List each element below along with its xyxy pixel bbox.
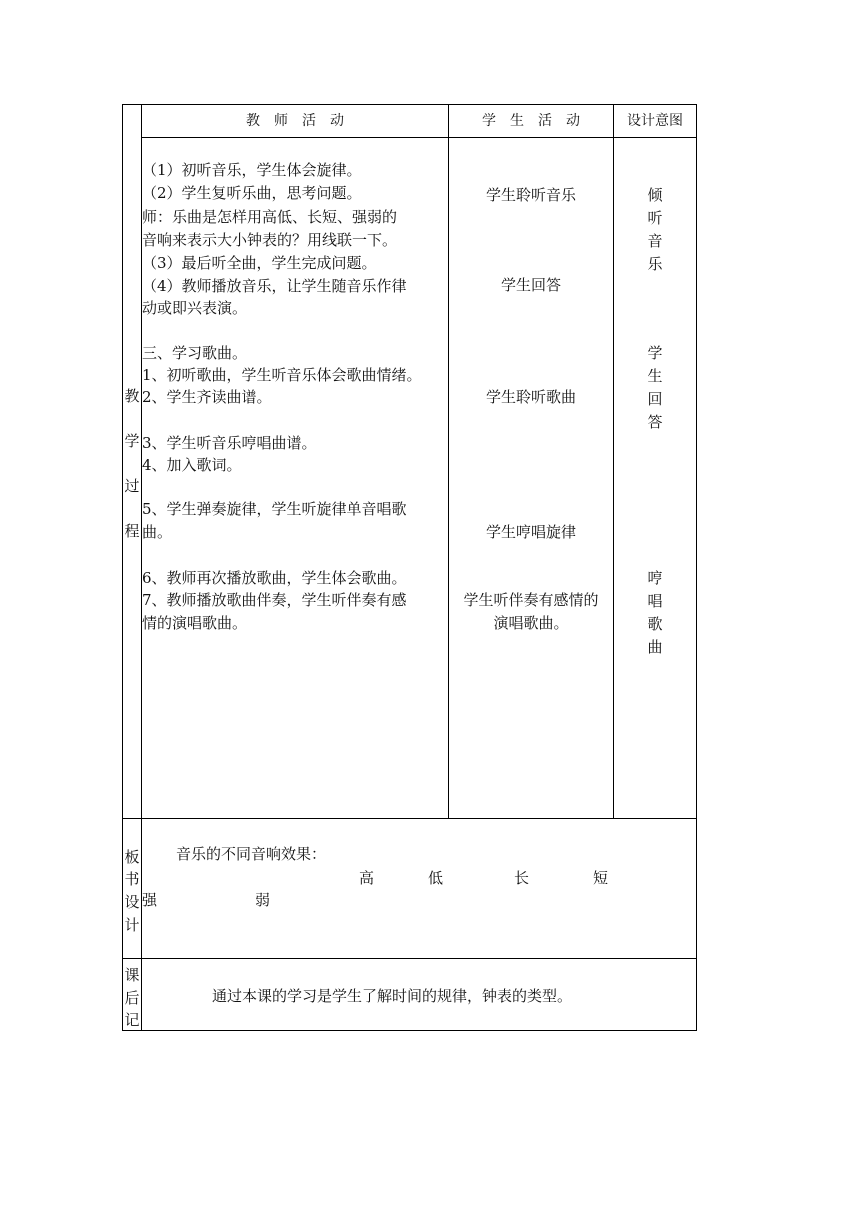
process-bottom-border [122, 818, 697, 819]
board-word-low: 低 [428, 869, 444, 887]
design-intent-char: 乐 [647, 255, 663, 273]
section-label-char: 过 [124, 477, 140, 495]
section-label-char: 教 [124, 387, 140, 405]
design-intent-char: 哼 [647, 569, 663, 587]
table-top-border [122, 104, 697, 105]
teacher-line: 4、加入歌词。 [142, 456, 242, 474]
teacher-line: 7、教师播放歌曲伴奏，学生听伴奏有感 [142, 591, 407, 609]
board-word-long: 长 [514, 869, 530, 887]
student-line: 学生哼唱旋律 [485, 523, 576, 541]
table-bottom-border [122, 1030, 697, 1031]
board-label-char: 设 [124, 893, 140, 911]
section-label-char: 学 [124, 432, 140, 450]
design-intent-char: 生 [647, 367, 663, 385]
design-intent-char: 回 [647, 390, 663, 408]
student-line: 演唱歌曲。 [493, 614, 569, 632]
student-line: 学生回答 [500, 276, 561, 294]
design-intent-char: 答 [647, 413, 663, 431]
board-word-weak: 弱 [255, 891, 271, 909]
design-intent-char: 唱 [647, 592, 663, 610]
design-intent-char: 曲 [647, 638, 663, 656]
design-intent-char: 音 [647, 232, 663, 250]
teacher-line: 曲。 [142, 523, 173, 541]
teacher-line: 三、学习歌曲。 [142, 344, 248, 362]
after-class-text: 通过本课的学习是学生了解时间的规律，钟表的类型。 [212, 987, 573, 1005]
board-word-short: 短 [593, 869, 609, 887]
teacher-column-border [448, 104, 449, 819]
teacher-line: 1、初听歌曲，学生听音乐体会歌曲情绪。 [142, 366, 422, 384]
after-class-label-char: 记 [124, 1011, 140, 1029]
design-intent-char: 歌 [647, 615, 663, 633]
section-label-char: 程 [124, 522, 140, 540]
teacher-line: 情的演唱歌曲。 [142, 614, 248, 632]
teacher-line: 6、教师再次播放歌曲，学生体会歌曲。 [142, 569, 407, 587]
teacher-line: （1）初听音乐，学生体会旋律。 [142, 161, 362, 179]
student-line: 学生聆听音乐 [485, 186, 576, 204]
design-intent-char: 听 [647, 209, 663, 227]
design-intent-char: 学 [647, 344, 663, 362]
teacher-line: 音响来表示大小钟表的？用线联一下。 [142, 231, 398, 249]
teacher-line: （3）最后听全曲，学生完成问题。 [142, 254, 377, 272]
board-word-high: 高 [359, 869, 375, 887]
header-teacher-activity: 教 师 活 动 [246, 113, 344, 129]
board-bottom-border [122, 958, 697, 959]
board-label-char: 板 [124, 848, 140, 866]
teacher-line: 5、学生弹奏旋律，学生听旋律单音唱歌 [142, 500, 407, 518]
teacher-line: 2、学生齐读曲谱。 [142, 388, 272, 406]
teacher-line: 师：乐曲是怎样用高低、长短、强弱的 [142, 208, 398, 226]
board-word-strong: 强 [142, 891, 158, 909]
student-line: 学生聆听歌曲 [485, 388, 576, 406]
table-right-border [696, 104, 697, 1031]
teacher-line: （2）学生复听乐曲，思考问题。 [142, 184, 362, 202]
header-design-intent: 设计意图 [627, 113, 683, 129]
board-label-char: 计 [124, 916, 140, 934]
after-class-label-char: 后 [124, 989, 140, 1007]
header-student-activity: 学 生 活 动 [482, 113, 580, 129]
teacher-line: 动或即兴表演。 [142, 299, 248, 317]
teacher-line: （4）教师播放音乐，让学生随音乐作律 [142, 277, 407, 295]
board-title: 音乐的不同音响效果： [176, 845, 327, 863]
after-class-label-char: 课 [124, 966, 140, 984]
teacher-line: 3、学生听音乐哼唱曲谱。 [142, 434, 317, 452]
student-line: 学生听伴奏有感情的 [463, 591, 599, 609]
design-intent-char: 倾 [647, 186, 663, 204]
board-label-char: 书 [124, 870, 140, 888]
